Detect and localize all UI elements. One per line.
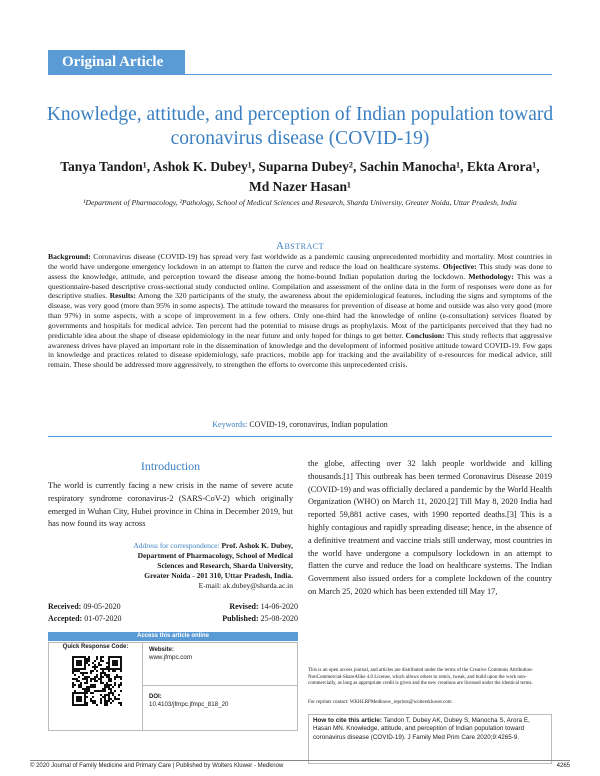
- results-label: Results:: [109, 291, 136, 301]
- introduction-text-right: the globe, affecting over 32 lakh people worldwide and killing thousands.[1] This outbreak has been termed Coronavirus Disease 2019 (COVID-19) and was officially declared a pandemic by the World Health Organization (WHO) on March 11, 2020.[2] Till May 8, 2020 India had reported 59,881 active cases, with 1990 reported deaths.[3] This is a highly contagious and rapidly spreading disease; hence, in the absence of a definitive treatment and vaccine trials still underway, most countries in the world have undergone a compulsory lockdown in an attempt to flatten the curve and reduce the load on healthcare systems. The Indian Government also issued orders for a complete lockdown of the country on March 25, 2020 which has been extended till May 17,: [308, 459, 552, 596]
- qr-label: Quick Response Code:: [62, 644, 129, 650]
- reprint-note: For reprints contact: WKHLRPMedknow_reprints@wolterskluwer.com: [308, 700, 452, 705]
- correspondence-line2: Sciences and Research, Sharda University,: [157, 561, 293, 570]
- introduction-text-left: The world is currently facing a new crisis in the name of severe acute respiratory syndrome coronavirus-2 (SARS-CoV-2) which originally emerged in Wuhan City, Hubei province in China in December 2019, but has now found its way across: [48, 481, 293, 529]
- access-online-bar: Access this article online: [48, 632, 298, 641]
- correspondence-line1: Department of Pharmacology, School of Medical: [137, 551, 293, 560]
- objective-text: This study was done to assess the knowledge, attitude, and perception toward the disease among the home-bound Indian population during the lockdown.: [48, 261, 553, 281]
- conclusion-label: Conclusion:: [405, 330, 445, 340]
- article-type-tag: Original Article: [48, 50, 185, 74]
- footer-copyright: © 2020 Journal of Family Medicine and Primary Care | Published by Wolters Kluwer - Medknow: [30, 763, 284, 769]
- published-date: 25-08-2020: [260, 614, 298, 623]
- revised-label: Revised:: [229, 602, 259, 611]
- accepted-label: Accepted:: [48, 614, 83, 623]
- author-affiliation: ¹Department of Pharmacology, ²Pathology, School of Medical Sciences and Research, Sharda University, Greater Noida, Uttar Pradesh, India: [83, 198, 517, 207]
- correspondence-block: [60, 541, 293, 591]
- author-list: Tanya Tandon¹, Ashok K. Dubey¹, Suparna Dubey², Sachin Manocha¹, Ekta Arora¹, Md Nazer Hasan¹: [60, 159, 540, 194]
- keywords-label: Keywords:: [212, 420, 248, 429]
- correspondence-name: Prof. Ashok K. Dubey,: [219, 541, 293, 550]
- introduction-heading: Introduction: [140, 459, 201, 473]
- website-panel: [143, 642, 298, 686]
- received-date: 09-05-2020: [83, 602, 121, 611]
- license-note: This is an open access journal, and articles are distributed under the terms of the Creative Commons Attribution-NonCommercial-ShareAlike 4.0 License, which allows others to remix, tweak, and build upon the work non-commercially, as long as appropriate credit is given and the new creations are licensed under the identical terms.: [308, 668, 534, 687]
- published-label: Published:: [222, 614, 259, 623]
- keywords-text: COVID-19, coronavirus, Indian population: [247, 420, 388, 429]
- correspondence-label: Address for correspondence:: [133, 541, 220, 550]
- background-text: Coronavirus disease (COVID-19) has spread very fast worldwide as a pandemic causing unprecedented morbidity and mortality. Most countries in the world have undergone emergency lockdown in an attempt to flatten the curve and reduce the load on healthcare systems.: [48, 252, 552, 271]
- accepted-date: 01-07-2020: [84, 614, 122, 623]
- website-label: Website:: [149, 647, 174, 653]
- citation-label: How to cite this article:: [313, 717, 382, 724]
- objective-label: Objective:: [442, 261, 477, 271]
- doi-link[interactable]: 10.4103/jfmpc.jfmpc_818_20: [149, 701, 229, 708]
- revised-date: 14-06-2020: [260, 602, 298, 611]
- abstract-heading: Abstract: [276, 240, 324, 252]
- conclusion-text: This study reflects that aggressive awareness drives have played an important role in the dissemination of knowledge and the development of informed positive attitude toward COVID-19. Few gaps in knowledge and practices related to disease epidemiology, safe practices, mobile app for tracking and the availability of e-resources for medical advice, still remain. These should be addressed more aggressively, to strengthen the efforts to overcome this unprecedented crisis.: [48, 330, 552, 370]
- background-label: Background:: [48, 252, 91, 261]
- keywords-line: [0, 420, 600, 429]
- results-text: Among the 320 participants of the study, the awareness about the epidemiological features, including the signs and symptoms of the disease, was very good (more than 95% in some aspects). The attitude toward the measures for prevention of disease at home and outside was also very good (more than 97%) in some aspects, with a scope of improvement in a few others. Only one-third had the knowledge of online (e-consultation) services floated by governments and hospitals for medical advice. Ten percent had the potential to misuse drugs as prophylaxis. Most of the participants perceived that they had no predictable idea about the shape of disease epidemiology in the near future and only hoped for things to get better.: [48, 291, 552, 340]
- methodology-text: This was a questionnaire-based descriptive cross-sectional study conducted online. Compilation and assessment of the online data in the form of responses were done as for descriptive studies.: [48, 271, 552, 301]
- citation-box: [308, 714, 552, 764]
- qr-code-icon[interactable]: [72, 656, 122, 706]
- header-rule: [48, 74, 552, 75]
- article-title: Knowledge, attitude, and perception of Indian population toward coronavirus disease (COVID-19): [46, 104, 554, 149]
- footer-rule: [30, 760, 570, 761]
- doi-panel: [143, 686, 298, 731]
- received-label: Received:: [48, 602, 82, 611]
- website-link[interactable]: www.jfmpc.com: [149, 654, 192, 661]
- doi-label: DOI:: [149, 694, 162, 700]
- keywords-rule: [48, 436, 552, 437]
- citation-text: Tandon T, Dubey AK, Dubey S, Manocha S, Arora E, Hasan MN. Knowledge, attitude, and perception of Indian population toward coronavirus disease (COVID-19). J Family Med Prim Care 2020;9:4265-9.: [313, 717, 530, 741]
- abstract-body: [48, 252, 552, 370]
- correspondence-email[interactable]: E-mail: ak.dubey@sharda.ac.in: [198, 581, 293, 590]
- methodology-label: Methodology:: [468, 271, 514, 281]
- correspondence-line3: Greater Noida - 201 310, Uttar Pradesh, India.: [144, 571, 293, 580]
- page-number: 4265: [556, 763, 570, 769]
- article-dates: [48, 601, 298, 625]
